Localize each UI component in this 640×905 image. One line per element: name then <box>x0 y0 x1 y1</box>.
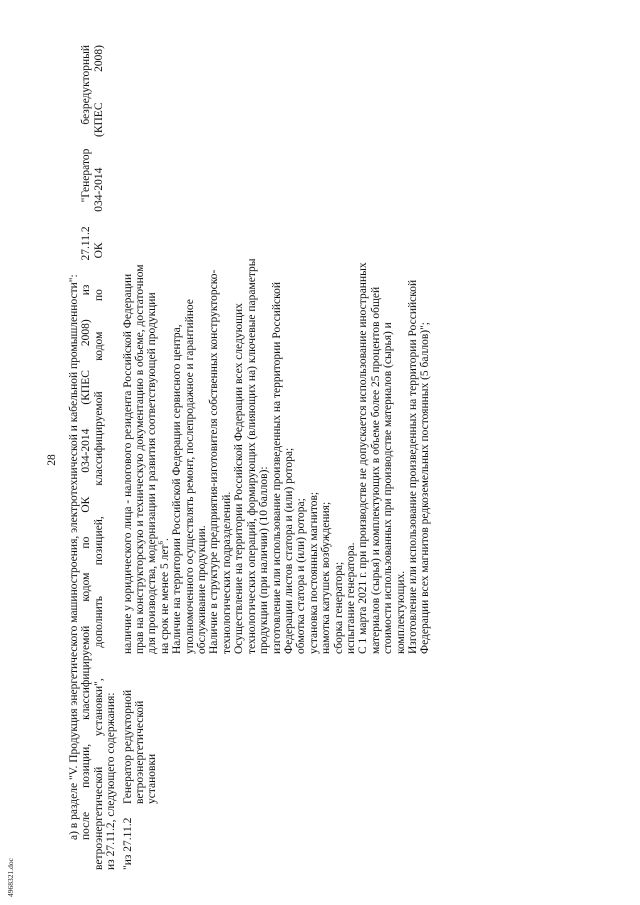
requirement-line: материалов (сырья) и комплектующих в объеме более 25 процентов общей <box>369 286 382 654</box>
intro-line: ветроэнергетической установки", дополнить позицией, классифицируемой кодом по ОК 034-2014 (КПЕС 2008) <box>92 45 105 870</box>
requirement-line: Изготовление или использование произведенных на территории Российской <box>406 279 419 654</box>
requirement-line: на срок не менее 5 лет$^6$. <box>157 538 171 654</box>
requirement-line: изготовление или использование произведенных на территории Российской <box>270 281 283 654</box>
requirement-line-text: на срок не менее 5 лет <box>158 544 171 654</box>
amendment-block <box>68 45 432 870</box>
requirement-line: Федерации всех магнитов редкоземельных постоянных (5 баллов)"; <box>419 322 432 654</box>
intro-line: из 27.11.2, следующего содержания: <box>105 692 118 870</box>
requirement-line: Федерации листов статора и (или) ротора; <box>282 447 295 654</box>
position-name-line: ветроэнергетической <box>134 700 147 804</box>
requirement-line: Осуществление на территории Российской Федерации всех следующих <box>233 303 246 654</box>
requirement-line: С 1 марта 2021 г. при производстве не допускается использование иностранных <box>357 262 370 654</box>
position-name-line: установки <box>146 753 159 804</box>
requirement-line: стоимости использованных при производстве материалов (сырья) и <box>382 322 395 654</box>
requirement-line: намотка катушек возбуждения; <box>320 501 333 654</box>
requirement-line: обслуживание продукции. <box>196 525 209 654</box>
requirement-line: Наличие в структуре предприятия-изготовителя собственных конструкторско- <box>208 269 221 654</box>
requirement-line: обмотка статора и (или) ротора; <box>295 498 308 654</box>
footnote-mark: 6 <box>157 541 166 545</box>
rotated-page <box>20 20 620 900</box>
page-number: 28 <box>46 454 58 466</box>
requirement-line: сборка генератора; <box>332 561 345 654</box>
requirement-line: уполномоченного осуществлять ремонт, послепродажное и гарантийное <box>183 299 196 654</box>
requirement-line: для производства, модернизации и развития соответствующей продукции <box>146 292 159 654</box>
requirement-line: прав на конструкторскую и техническую документацию в объеме, достаточном <box>134 264 147 654</box>
intro-line: а) в разделе "V. Продукция энергетического машиностроения, электротехнической и кабельной промышленности": <box>68 274 80 840</box>
requirement-line: комплектующих. <box>394 570 407 654</box>
position-name <box>122 654 159 804</box>
requirement-line: технологических операций, формирующих (влияющих на) ключевые параметры <box>245 258 258 654</box>
requirement-line: установка постоянных магнитов; <box>307 491 320 654</box>
requirement-line: технологических подразделений. <box>220 491 233 654</box>
intro-line: после позиции, классифицируемой кодом по ОК 034-2014 (КПЕС 2008) из 27.11.2 "Генератор безредукторный <box>80 45 93 840</box>
requirement-line: испытание генератора. <box>344 542 357 654</box>
amendment-intro <box>68 45 118 870</box>
document-code: 4968321.doc <box>6 858 15 897</box>
position-name-line: Генератор редукторной <box>121 689 134 804</box>
requirement-line: Наличие на территории Российской Федерации сервисного центра, <box>171 324 184 654</box>
position-code: "из 27.11.2 <box>121 817 134 870</box>
position-entry <box>122 45 432 870</box>
requirement-line: продукции (при наличии) (10 баллов): <box>258 466 271 654</box>
position-requirements <box>122 244 432 654</box>
requirement-line: наличие у юридического лица - налогового резидента Российской Федерации <box>121 273 134 654</box>
